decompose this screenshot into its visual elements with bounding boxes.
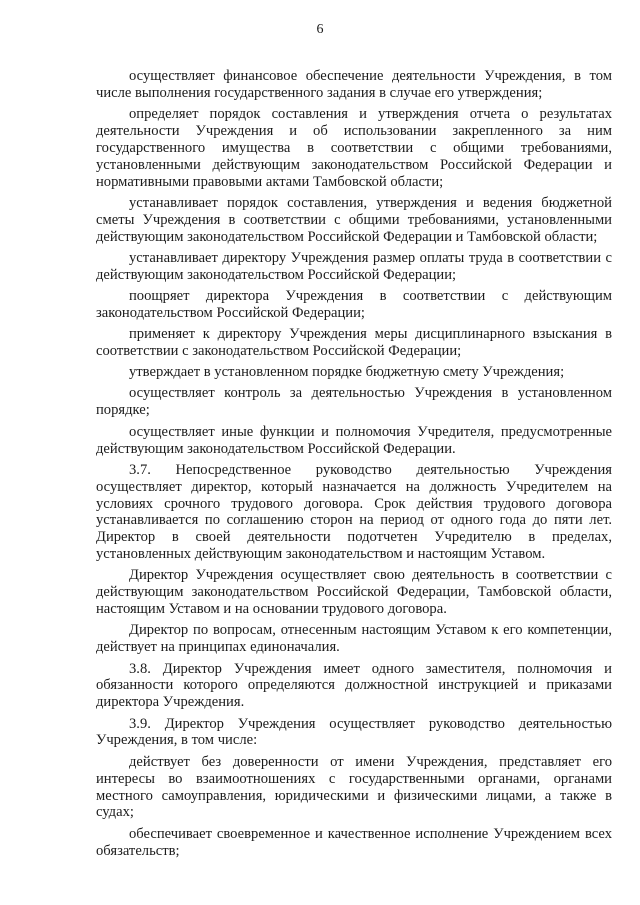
- document-body: [96, 68, 612, 864]
- paragraph: утверждает в установленном порядке бюджетную смету Учреждения;: [129, 364, 565, 381]
- paragraph: устанавливает директору Учреждения размер оплаты труда в соответствии с действующим законодательством Российской Федерации;: [96, 249, 612, 283]
- page-number: 6: [316, 22, 324, 37]
- paragraph: Директор по вопросам, отнесенным настоящим Уставом к его компетенции, действует на принципах единоначалия.: [96, 622, 612, 656]
- paragraph: осуществляет финансовое обеспечение деятельности Учреждения, в том числе выполнения государственного задания в случае его утверждения;: [96, 68, 612, 101]
- paragraph: осуществляет иные функции и полномочия Учредителя, предусмотренные действующим законодательством Российской Федерации.: [96, 423, 612, 457]
- paragraph: определяет порядок составления и утверждения отчета о результатах деятельности Учреждения и об использовании закрепленного за ним государственного имущества в соответствии с общими требованиями, установленными действующим законодательством Российской Федерации и нормативными правовыми актами Тамбовской области;: [96, 106, 612, 190]
- paragraph: 3.9. Директор Учреждения осуществляет руководство деятельностью Учреждения, в том числе:: [96, 715, 612, 749]
- paragraph: действует без доверенности от имени Учреждения, представляет его интересы во взаимоотношениях с государственными органами, органами местного самоуправления, юридическими и физическими лицами, а также в судах;: [96, 753, 612, 821]
- paragraph: осуществляет контроль за деятельностью Учреждения в установленном порядке;: [96, 385, 612, 419]
- paragraph: Директор Учреждения осуществляет свою деятельность в соответствии с действующим законодательством Российской Федерации, Тамбовской области, настоящим Уставом и на основании трудового договора.: [96, 567, 612, 618]
- paragraph: устанавливает порядок составления, утверждения и ведения бюджетной сметы Учреждения в соответствии с общими требованиями, установленными действующим законодательством Российской Федерации и Тамбовской области;: [96, 194, 612, 245]
- paragraph: обеспечивает своевременное и качественное исполнение Учреждением всех обязательств;: [96, 825, 612, 859]
- paragraph: применяет к директору Учреждения меры дисциплинарного взыскания в соответствии с законодательством Российской Федерации;: [96, 326, 612, 360]
- paragraph: 3.7. Непосредственное руководство деятельностью Учреждения осуществляет директор, который назначается на должность Учредителем на условиях срочного трудового договора. Срок действия трудового договора устанавливается по соглашению сторон на период от одного года до пяти лет. Директор в своей деятельности подотчетен Учредителю в пределах, установленных действующим законодательством и настоящим Уставом.: [96, 461, 612, 563]
- paragraph: поощряет директора Учреждения в соответствии с действующим законодательством Российской Федерации;: [96, 288, 612, 321]
- paragraph: 3.8. Директор Учреждения имеет одного заместителя, полномочия и обязанности которого определяются должностной инструкцией и приказами директора Учреждения.: [96, 660, 612, 711]
